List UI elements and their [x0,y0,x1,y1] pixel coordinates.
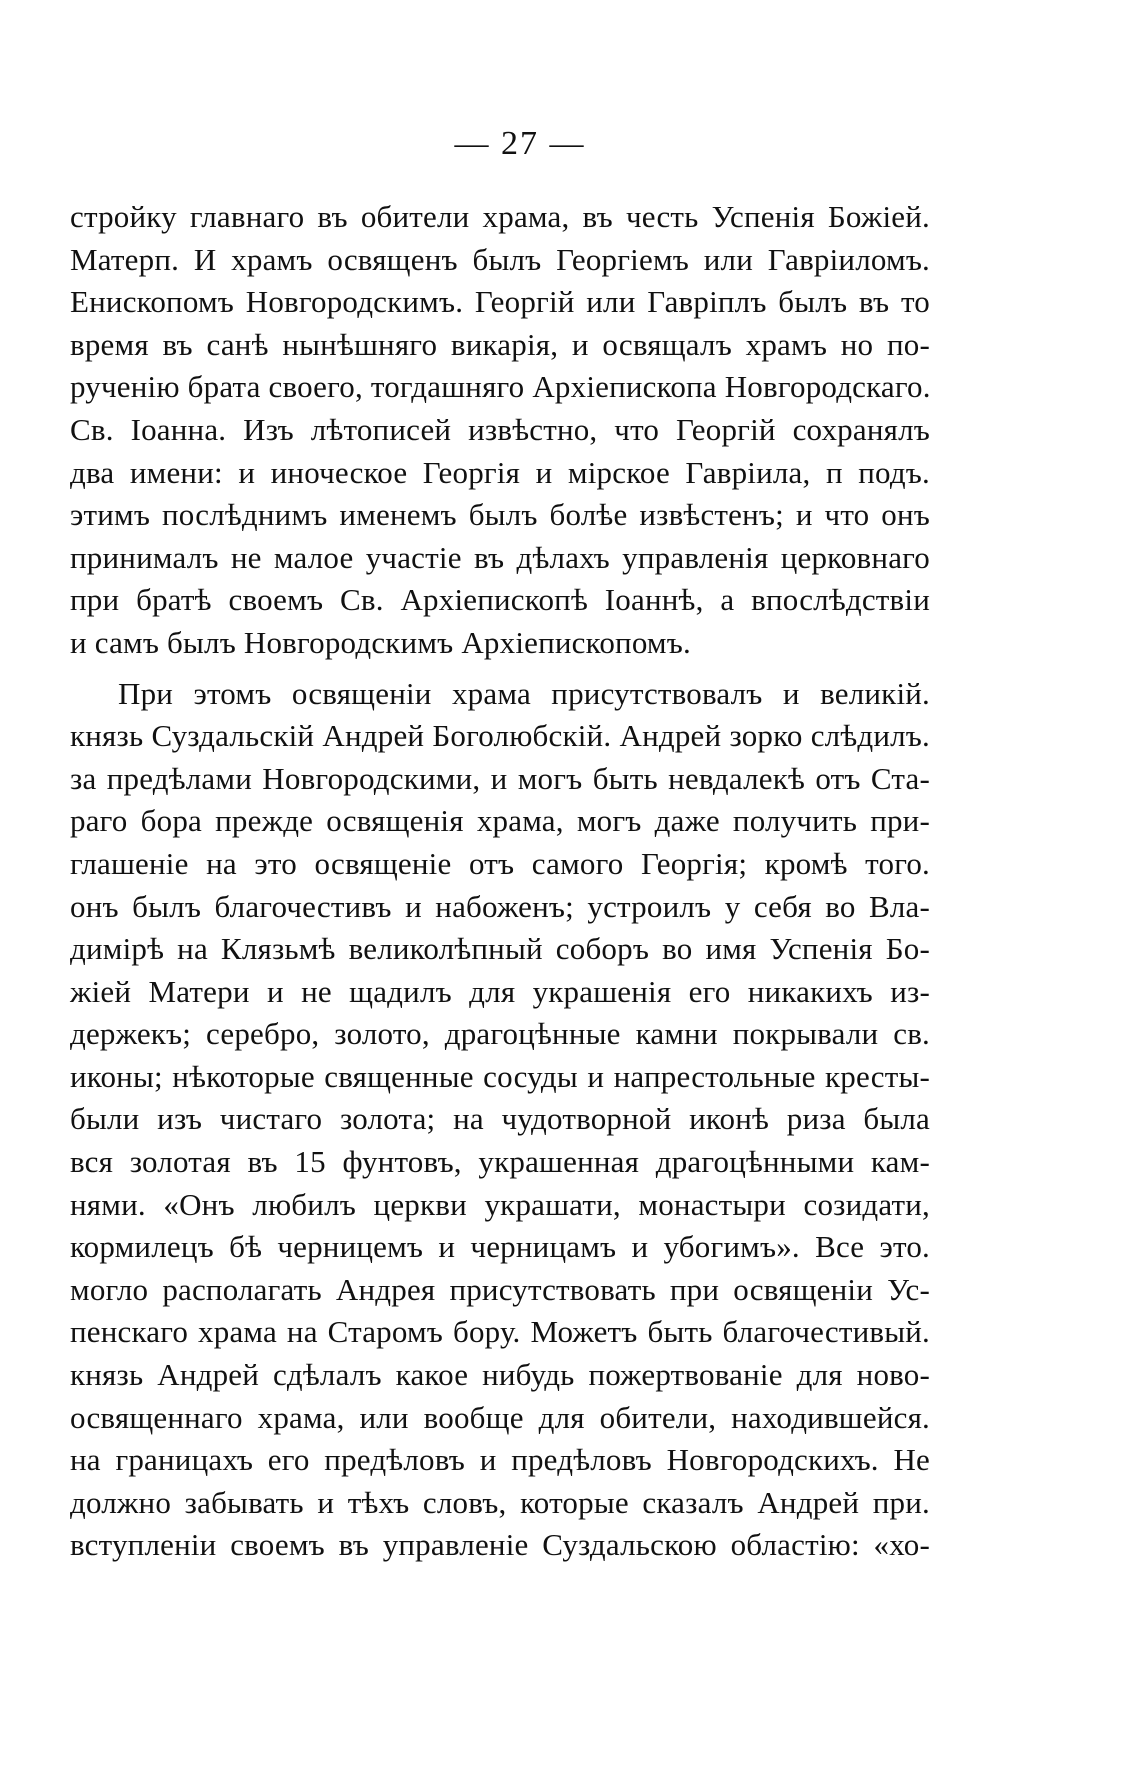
text-line: Матерп. И храмъ освященъ былъ Георгіемъ или Гавріиломъ. [70,241,930,277]
text-line: освященнаго храма, или вообще для обители, находившейся. [70,1399,930,1435]
text-line: принималъ не малое участіе въ дѣлахъ управленія церковнаго [70,539,930,575]
text-line: онъ былъ благочестивъ и набоженъ; устроилъ у себя во Вла- [70,888,930,924]
text-line: рученію брата своего, тогдашняго Архіепископа Новгородскаго. [70,369,931,405]
text-line: вся золотая въ 15 фунтовъ, украшенная драгоцѣнными кам- [70,1144,930,1180]
text-line: вступленіи своемъ въ управленіе Суздальскою областію: «хо- [70,1527,930,1563]
text-line: при братѣ своемъ Св. Архіепископѣ Іоаннѣ, а впослѣдствіи [70,582,930,618]
text-line: держекъ; серебро, золото, драгоцѣнные камни покрывали св. [70,1016,930,1052]
body-text [70,196,930,1567]
text-line: нями. «Онъ любилъ церкви украшати, монастыри созидати, [70,1186,930,1222]
text-line: раго бора прежде освященія храма, могъ даже получить при- [70,803,930,839]
text-line: димірѣ на Клязьмѣ великолѣпный соборъ во имя Успенія Бо- [70,931,930,967]
text-line: должно забывать и тѣхъ словъ, которые сказалъ Андрей при. [70,1484,930,1520]
text-line: Енископомъ Новгородскимъ. Георгій или Гавріплъ былъ въ то [70,284,930,320]
text-line: на границахъ его предѣловъ и предѣловъ Новгородскихъ. Не [70,1442,930,1478]
text-line: князь Суздальскій Андрей Боголюбскій. Андрей зорко слѣдилъ. [70,718,930,754]
page-number: — 27 — [454,125,586,162]
text-line: пенскаго храма на Старомъ бору. Можетъ быть благочестивый. [70,1314,930,1350]
text-line: иконы; нѣкоторые священные сосуды и напрестольные кресты- [70,1058,930,1094]
paragraph-1 [70,196,930,665]
text-line: глашеніе на это освященіе отъ самого Георгія; кромѣ того. [70,845,930,881]
text-line: стройку главнаго въ обители храма, въ честь Успенія Божіей. [70,199,930,234]
text-line: могло располагать Андрея присутствовать при освященіи Ус- [70,1271,930,1307]
text-line: князь Андрей сдѣлалъ какое нибудь пожертвованіе для ново- [70,1357,930,1393]
text-line: При этомъ освященіи храма присутствовалъ и великій. [118,675,930,711]
text-line: жіей Матери и не щадилъ для украшенія его никакихъ из- [70,973,930,1009]
text-line: и самъ былъ Новгородскимъ Архіепископомъ. [70,624,691,660]
text-line: были изъ чистаго золота; на чудотворной иконѣ риза была [70,1101,930,1137]
text-line: за предѣлами Новгородскими, и могъ быть невдалекѣ отъ Ста- [70,760,930,796]
text-line: два имени: и иноческое Георгія и мірское Гавріила, п подъ. [70,454,930,490]
text-line: время въ санѣ нынѣшняго викарія, и освящалъ храмъ но по- [70,326,930,362]
text-line: кормилецъ бѣ черницемъ и черницамъ и убогимъ». Все это. [70,1229,930,1265]
text-line: Св. Іоанна. Изъ лѣтописей извѣстно, что Георгій сохранялъ [70,411,930,447]
paragraph-gap [70,665,930,673]
text-line: этимъ послѣднимъ именемъ былъ болѣе извѣстенъ; и что онъ [70,497,930,533]
paragraph-2 [70,673,930,1567]
